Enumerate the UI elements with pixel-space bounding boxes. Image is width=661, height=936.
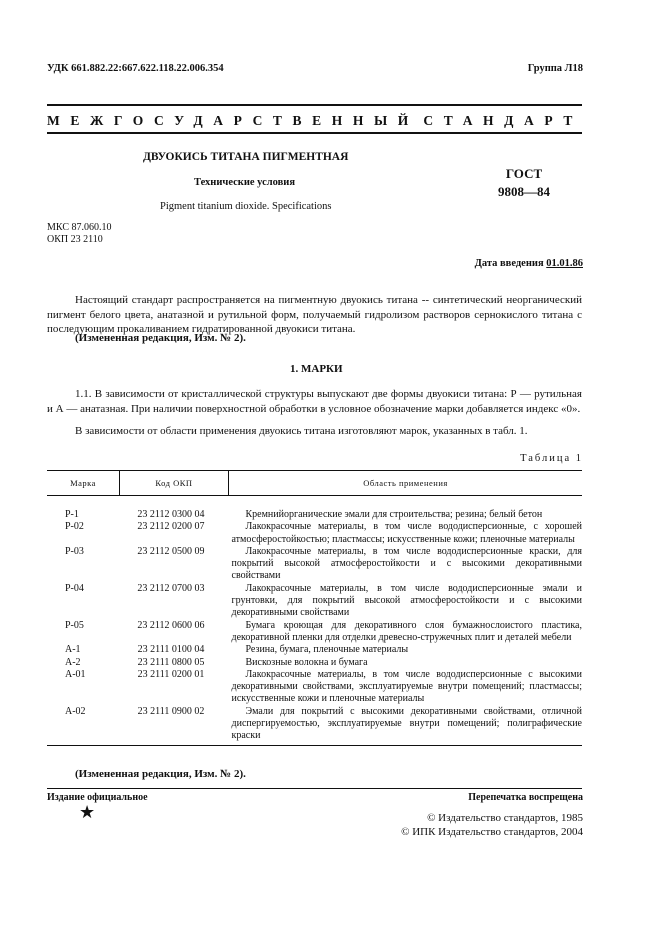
cell-area xyxy=(229,644,583,656)
cell-area-text: Лакокрасочные материалы, в том числе вододисперсионные с высокими декоративными свойствами, эксплуатируемые внутри помещений; пластмассы; искусственные кожи и пленочные материалы xyxy=(231,668,582,705)
intro-date xyxy=(475,258,583,269)
cell-okp: 23 2111 0800 05 xyxy=(137,656,205,668)
intro-paragraph: Настоящий стандарт распространяется на пигментную двуокись титана -- синтетический неорганический пигмент белого цвета, анатазной и рутильной форм, получаемый гидролизом растворов сернокислого титана с последующим прокаливанием гидратированной двуокиси титана. xyxy=(47,294,582,335)
udk-code: УДК 661.882.22:667.622.118.22.006.354 xyxy=(47,63,224,74)
cell-area xyxy=(229,496,583,522)
table-row xyxy=(47,620,582,645)
interstate-label: МЕЖГОСУДАРСТВЕННЫЙ xyxy=(47,113,419,128)
cell-area-text: Вискозные волокна и бумага xyxy=(245,656,368,668)
cell-okp: 23 2111 0200 01 xyxy=(137,668,205,680)
table-row xyxy=(47,706,582,745)
cell-area-text: Резина, бумага, пленочные материалы xyxy=(245,644,409,656)
cell-okp: 23 2111 0100 04 xyxy=(137,644,205,656)
mks-code: МКС 87.060.10 xyxy=(47,222,112,233)
cell-mark: А-02 xyxy=(47,706,120,745)
cell-mark: А-1 xyxy=(65,644,81,656)
header-area: Область применения xyxy=(229,471,583,496)
header-mark: Марка xyxy=(47,471,120,496)
cell-area-text: Лакокрасочные материалы, в том числе вододисперсионные, с хорошей атмосферостойкостью; пластмассы; искусственные кожи; пленочные материалы xyxy=(231,521,582,545)
header-okp: Код ОКП xyxy=(120,471,229,496)
top-rule xyxy=(47,104,582,106)
standard-label: СТАНДАРТ xyxy=(423,113,583,128)
cell-okp: 23 2112 0700 03 xyxy=(137,582,205,594)
cell-mark: А-01 xyxy=(65,668,86,680)
table-row xyxy=(47,583,582,620)
bottom-rule xyxy=(47,132,582,134)
section-paragraph-1: 1.1. В зависимости от кристаллической структуры выпускают две формы двуокиси титана: Р — рутильная и А — анатазная. При наличии поверхностной обработки в условное обозначение марки добавляется индекс «0». xyxy=(47,388,582,415)
cell-area-text: Бумага кроющая для декоративного слоя бумажнослоистого пластика, декоративной пленки для отделки древесно-стружечных плит и деталей мебели xyxy=(231,619,582,643)
cell-area-text: Кремнийорганические эмали для строительства; резина; белый бетон xyxy=(245,509,543,520)
cell-area xyxy=(229,620,583,645)
cell-area xyxy=(229,521,583,546)
cell-okp: 23 2112 0600 06 xyxy=(137,619,205,631)
section-paragraph-2: В зависимости от области применения двуокись титана изготовляют марок, указанных в табл. 1. xyxy=(75,425,528,437)
cell-okp: 23 2112 0300 04 xyxy=(137,509,205,520)
table-header-row xyxy=(47,471,582,496)
cell-mark: Р-1 xyxy=(65,509,79,520)
cell-mark: Р-04 xyxy=(65,582,84,594)
copyright-1985: © Издательство стандартов, 1985 xyxy=(427,812,583,824)
cell-mark: Р-03 xyxy=(65,545,84,557)
gost-block xyxy=(498,165,550,201)
cell-area xyxy=(229,657,583,669)
cell-area xyxy=(229,669,583,706)
table-edit-note: (Измененная редакция, Изм. № 2). xyxy=(75,768,246,780)
star-icon: ★ xyxy=(79,802,96,823)
reprint-prohibited: Перепечатка воспрещена xyxy=(468,792,583,803)
table-row xyxy=(47,496,582,522)
copyright-2004: © ИПК Издательство стандартов, 2004 xyxy=(401,826,583,838)
table-caption: Таблица 1 xyxy=(520,453,583,464)
cell-area xyxy=(229,546,583,583)
footer-rule xyxy=(47,788,582,789)
intro-date-value: 01.01.86 xyxy=(546,258,583,269)
cell-mark: Р-02 xyxy=(65,521,84,533)
cell-okp: 23 2112 0500 09 xyxy=(137,545,205,557)
intro-edit-note: (Измененная редакция, Изм. № 2). xyxy=(75,332,246,344)
table-row xyxy=(47,669,582,706)
copyright-block xyxy=(401,811,583,839)
cell-area-text: Лакокрасочные материалы, в том числе вододисперсионные краски, для покрытий высокой атмосферостойкости и с высокими декоративными свойствами xyxy=(231,545,582,582)
gost-label: ГОСТ xyxy=(505,166,543,181)
cell-okp: 23 2112 0200 07 xyxy=(137,521,205,533)
cell-area xyxy=(229,706,583,745)
group-code: Группа Л18 xyxy=(527,63,583,74)
cell-okp: 23 2111 0900 02 xyxy=(120,706,229,745)
intro-date-label: Дата введения xyxy=(474,258,544,269)
classification-codes xyxy=(47,222,111,246)
english-title: Pigment titanium dioxide. Specifications xyxy=(160,201,332,212)
table-row xyxy=(47,657,582,669)
cell-area-text: Эмали для покрытий с высокими декоративными свойствами, отличной диспергируемостью, эксплуатируемые внутри помещений; полиграфические краски xyxy=(231,705,582,742)
gost-number: 9808—84 xyxy=(498,184,550,199)
cell-mark: Р-05 xyxy=(65,619,84,631)
document-title: ДВУОКИСЬ ТИТАНА ПИГМЕНТНАЯ xyxy=(143,151,349,163)
cell-mark: А-2 xyxy=(65,656,81,668)
document-subtitle: Технические условия xyxy=(194,177,296,188)
cell-area xyxy=(229,583,583,620)
cell-area-text: Лакокрасочные материалы, в том числе вододисперсионные эмали и грунтовки, для покрытий высокой атмосферостойкости и с высокими декоративными свойствами xyxy=(231,582,582,619)
okp-code: ОКП 23 2110 xyxy=(47,234,103,245)
table-row xyxy=(47,521,582,546)
section-heading: 1. МАРКИ xyxy=(290,363,343,375)
table-row xyxy=(47,546,582,583)
official-edition: Издание официальное xyxy=(47,792,148,803)
marks-table xyxy=(47,470,582,746)
table-row xyxy=(47,644,582,656)
